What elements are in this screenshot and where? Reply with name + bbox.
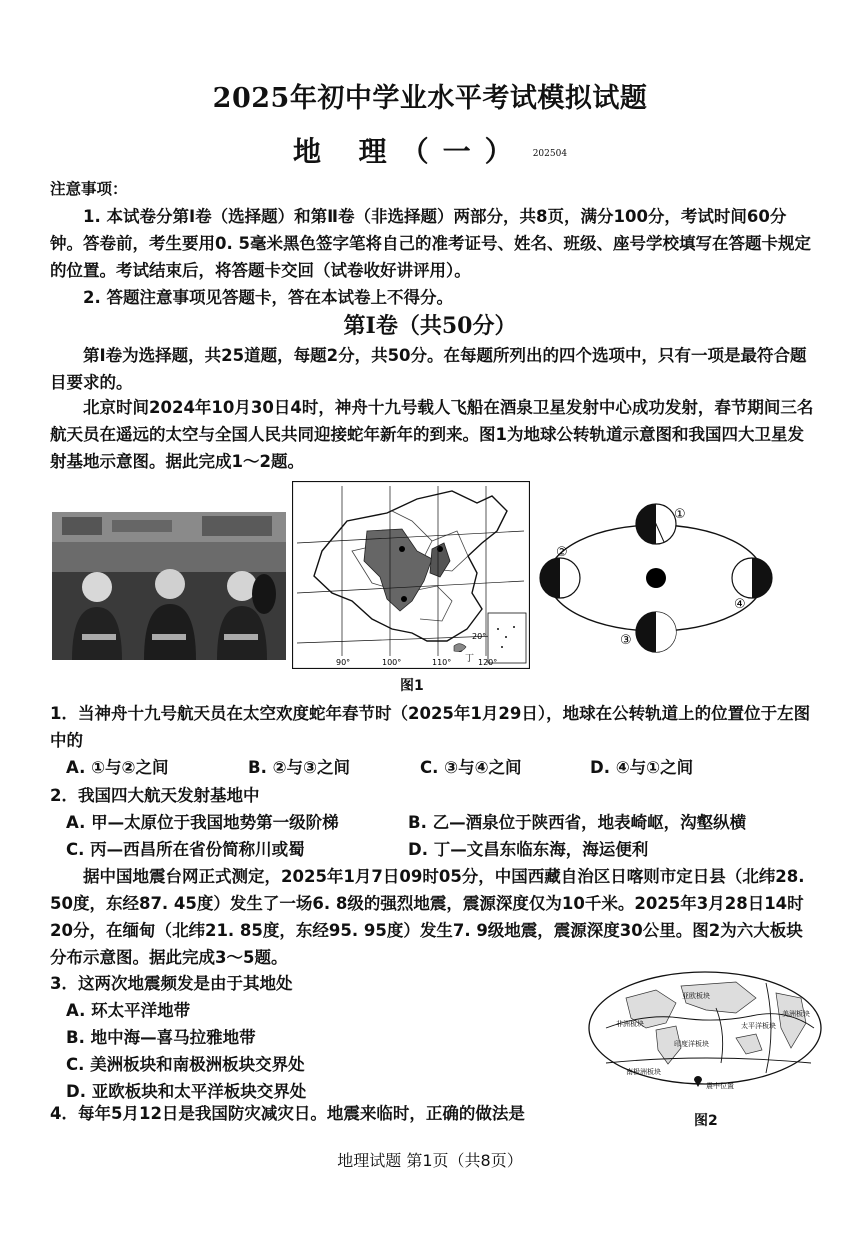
notice-heading: 注意事项：	[50, 180, 128, 198]
q2-options-row-2	[50, 836, 818, 863]
passage-1	[50, 394, 818, 475]
exam-title: 2025年初中学业水平考试模拟试题	[212, 83, 648, 114]
orbit-label-4: ④	[734, 597, 746, 612]
q1-stem: 1．当神舟十九号航天员在太空欢度蛇年春节时（2025年1月29日），地球在公转轨道上的位置位于左图中的	[50, 704, 811, 750]
q4-stem: 4．每年5月12日是我国防灾减灾日。地震来临时，正确的做法是	[50, 1104, 525, 1123]
q2-option-d[interactable]: D. 丁—文昌东临东海，海运便利	[408, 840, 649, 859]
q2-stem: 2．我国四大航天发射基地中	[50, 786, 260, 805]
q1-option-d[interactable]: D. ④与①之间	[590, 758, 694, 777]
plate-pacific-label: 太平洋板块	[741, 1022, 776, 1030]
figure-2-label: 图2	[694, 1113, 718, 1129]
question-1	[50, 700, 818, 781]
q2-options-row-1	[50, 809, 818, 836]
q1-option-b[interactable]: B. ②与③之间	[248, 758, 351, 777]
q3-option-a[interactable]: A. 环太平洋地带	[66, 1001, 191, 1020]
notice-item-1: 1. 本试卷分第Ⅰ卷（选择题）和第Ⅱ卷（非选择题）两部分，共8页，满分100分，考试时间60分钟。答卷前，考生要用0. 5毫米黑色签字笔将自己的准考证号、姓名、班级、座号学校填写在答题卡规定的位置。考试结束后，将答题卡交回（试卷收好讲评用）。	[50, 207, 811, 280]
figure-1-label: 图1	[400, 678, 424, 694]
orbit-label-3: ③	[620, 633, 632, 648]
q3-stem: 3．这两次地震频发是由于其地处	[50, 974, 293, 993]
passage-1-text: 北京时间2024年10月30日4时，神舟十九号载人飞船在酒泉卫星发射中心成功发射，春节期间三名航天员在遥远的太空与全国人民共同迎接蛇年新年的到来。图1为地球公转轨道示意图和我国四大卫星发射基地示意图。据此完成1～2题。	[50, 398, 814, 471]
plate-indian-label: 印度洋板块	[674, 1040, 709, 1048]
china-launch-sites-map	[292, 481, 530, 669]
orbit-label-1: ①	[674, 507, 686, 522]
orbit-label-2: ②	[556, 545, 568, 560]
question-4	[50, 1100, 610, 1127]
map-label-lon110: 110°	[432, 658, 452, 667]
question-2	[50, 782, 818, 863]
map-label-lon120: 120°	[478, 658, 498, 667]
plate-africa-label: 非洲板块	[616, 1020, 644, 1028]
page-footer: 地理试题 第1页（共8页）	[337, 1151, 523, 1170]
astronaut-photo	[52, 512, 286, 660]
notice-section	[50, 176, 818, 311]
exam-code: 202504	[532, 148, 568, 159]
q2-option-c[interactable]: C. 丙—西昌所在省份简称川或蜀	[66, 840, 305, 859]
map-label-lon90: 90°	[336, 658, 351, 667]
q2-option-b[interactable]: B. 乙—酒泉位于陕西省，地表崎岖，沟壑纵横	[408, 813, 747, 832]
q3-option-c[interactable]: C. 美洲板块和南极洲板块交界处	[66, 1055, 305, 1074]
subject-name: 地 理（一）	[292, 135, 527, 168]
earth-orbit-diagram	[538, 500, 778, 660]
notice-item-2: 2. 答题注意事项见答题卡，答在本试卷上不得分。	[83, 288, 453, 307]
part1-title: 第Ⅰ卷（共50分）	[343, 313, 517, 339]
subject-title	[0, 130, 860, 170]
plate-america-label: 美洲板块	[782, 1010, 810, 1018]
tectonic-plates-map	[586, 968, 824, 1098]
passage-2-text: 据中国地震台网正式测定，2025年1月7日09时05分，中国西藏自治区日喀则市定日县（北纬28. 50度，东经87. 45度）发生了一场6. 8级的强烈地震，震源深度仅为10千米。2025年3月28日14时20分，在缅甸（北纬21. 85度，东经95. 95度）发生7. 9级地震，震源深度30公里。图2为六大板块分布示意图。据此完成3～5题。	[50, 867, 805, 967]
epicenter-label: 震中位置	[706, 1082, 734, 1090]
map-label-lat20: 20°	[472, 632, 487, 641]
q3-option-b[interactable]: B. 地中海—喜马拉雅地带	[66, 1028, 256, 1047]
plate-antarctic-label: 南极洲板块	[626, 1068, 661, 1076]
passage-2	[50, 863, 818, 971]
part1-intro	[50, 342, 818, 396]
q3-option-d[interactable]: D. 亚欧板块和太平洋板块交界处	[66, 1082, 307, 1101]
part1-intro-text: 第Ⅰ卷为选择题，共25道题，每题2分，共50分。在每题所列出的四个选项中，只有一项是最符合题目要求的。	[50, 346, 807, 392]
map-label-lon100: 100°	[382, 658, 402, 667]
q1-options	[50, 754, 818, 781]
epicenter-marker-icon	[694, 1076, 702, 1087]
q1-option-a[interactable]: A. ①与②之间	[66, 758, 169, 777]
q1-option-c[interactable]: C. ③与④之间	[420, 758, 522, 777]
plate-eurasia-label: 亚欧板块	[682, 992, 710, 1000]
map-label-ding: 丁	[465, 654, 475, 664]
q2-option-a[interactable]: A. 甲—太原位于我国地势第一级阶梯	[66, 813, 339, 832]
question-3	[50, 970, 590, 1105]
